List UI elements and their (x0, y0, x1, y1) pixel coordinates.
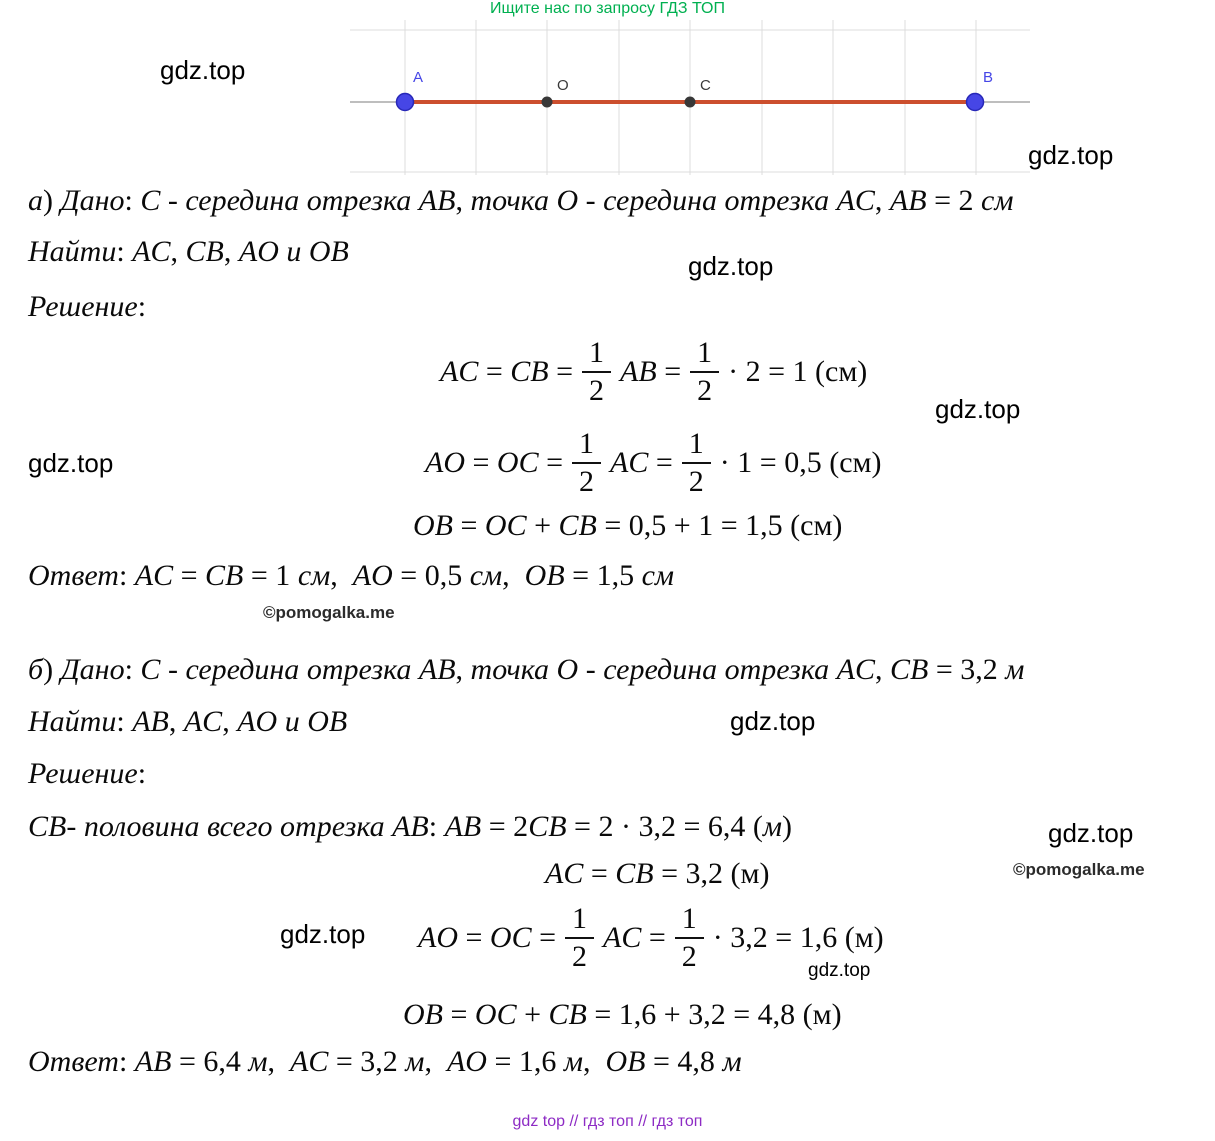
point-b-label: B (983, 69, 994, 86)
formula-b3-rhs: · 3,2 = 1,6 (м) (712, 921, 884, 955)
fraction (582, 337, 611, 408)
part-a-find-line: Найти: AC, CB, AO и OB (28, 235, 349, 268)
segment-diagram-svg (350, 20, 1030, 175)
formula-b2: AC = CB = 3,2 (м) (545, 857, 770, 890)
fraction-numerator: 1 (582, 337, 611, 373)
formula-b3 (418, 903, 884, 974)
fraction-numerator: 1 (565, 903, 594, 939)
point-a (397, 94, 414, 111)
point-c-label: C (700, 77, 711, 94)
fraction-denominator: 2 (681, 940, 697, 974)
fraction-numerator: 1 (682, 428, 711, 464)
watermark-gdz-top: gdz.top (730, 706, 816, 736)
part-b-answer-line: Ответ: AB = 6,4 м, AC = 3,2 м, AO = 1,6 м, OB = 4,8 м (28, 1045, 742, 1078)
fraction-numerator: 1 (572, 428, 601, 464)
watermark-gdz-top: gdz.top (280, 919, 366, 949)
formula-a1-rhs: · 2 = 1 (см) (728, 355, 868, 389)
formula-b3-lhs: AO = OC = (418, 921, 557, 955)
watermark-gdz-top: gdz.top (160, 55, 246, 85)
point-a-label: A (413, 69, 424, 86)
fraction (690, 337, 719, 408)
formula-b4: OB = OC + CB = 1,6 + 3,2 = 4,8 (м) (403, 998, 842, 1031)
part-b-step1-line: CB- половина всего отрезка AB: AB = 2CB = 2 · 3,2 = 6,4 (м) (28, 810, 793, 843)
point-c (685, 97, 696, 108)
part-a-given-line: а) Дано: C - середина отрезка AB, точка O - середина отрезка AC, AB = 2 см (28, 184, 1014, 217)
fraction-numerator: 1 (675, 903, 704, 939)
fraction (675, 903, 704, 974)
formula-a3: OB = OC + CB = 0,5 + 1 = 1,5 (см) (413, 509, 843, 542)
fraction-numerator: 1 (690, 337, 719, 373)
watermark-gdz-top: gdz.top (935, 394, 1021, 424)
watermark-gdz-top: gdz.top (1048, 818, 1134, 848)
formula-a2-lhs: AO = OC = (425, 446, 564, 480)
fraction (565, 903, 594, 974)
part-a-answer-line: Ответ: AC = CB = 1 см, AO = 0,5 см, OB = 1,5 см (28, 559, 675, 592)
formula-b3-mid: AC = (603, 921, 666, 955)
footer-search-links[interactable]: gdz top // гдз топ // гдз топ (512, 1113, 703, 1130)
fraction-denominator: 2 (572, 940, 588, 974)
formula-a1 (440, 337, 867, 408)
part-a-solution-label: Решение: (28, 290, 147, 323)
header-note: Ищите нас по запросу ГДЗ ТОП (490, 0, 725, 17)
point-o (542, 97, 553, 108)
watermark-gdz-top: gdz.top (1028, 140, 1114, 170)
fraction (572, 428, 601, 499)
copyright-pomogalka: ©pomogalka.me (1013, 860, 1145, 879)
formula-a2-mid: AC = (610, 446, 673, 480)
fraction-denominator: 2 (697, 374, 713, 408)
fraction-denominator: 2 (688, 465, 704, 499)
part-b-solution-label: Решение: (28, 757, 147, 790)
watermark-gdz-top: gdz.top (688, 251, 774, 281)
formula-a2-rhs: · 1 = 0,5 (см) (719, 446, 882, 480)
formula-a2 (425, 428, 882, 499)
part-b-given-line: б) Дано: C - середина отрезка AB, точка O - середина отрезка AC, CB = 3,2 м (28, 653, 1025, 686)
point-b (967, 94, 984, 111)
part-b-find-line: Найти: AB, AC, AO и OB (28, 705, 348, 738)
fraction-denominator: 2 (589, 374, 605, 408)
watermark-gdz-top: gdz.top (808, 960, 871, 981)
formula-a1-lhs: AC = CB = (440, 355, 574, 389)
segment-diagram (350, 20, 1030, 175)
watermark-gdz-top: gdz.top (28, 448, 114, 478)
fraction (682, 428, 711, 499)
fraction-denominator: 2 (579, 465, 595, 499)
formula-a1-mid: AB = (620, 355, 682, 389)
copyright-pomogalka: ©pomogalka.me (263, 603, 395, 622)
point-o-label: O (557, 77, 569, 94)
